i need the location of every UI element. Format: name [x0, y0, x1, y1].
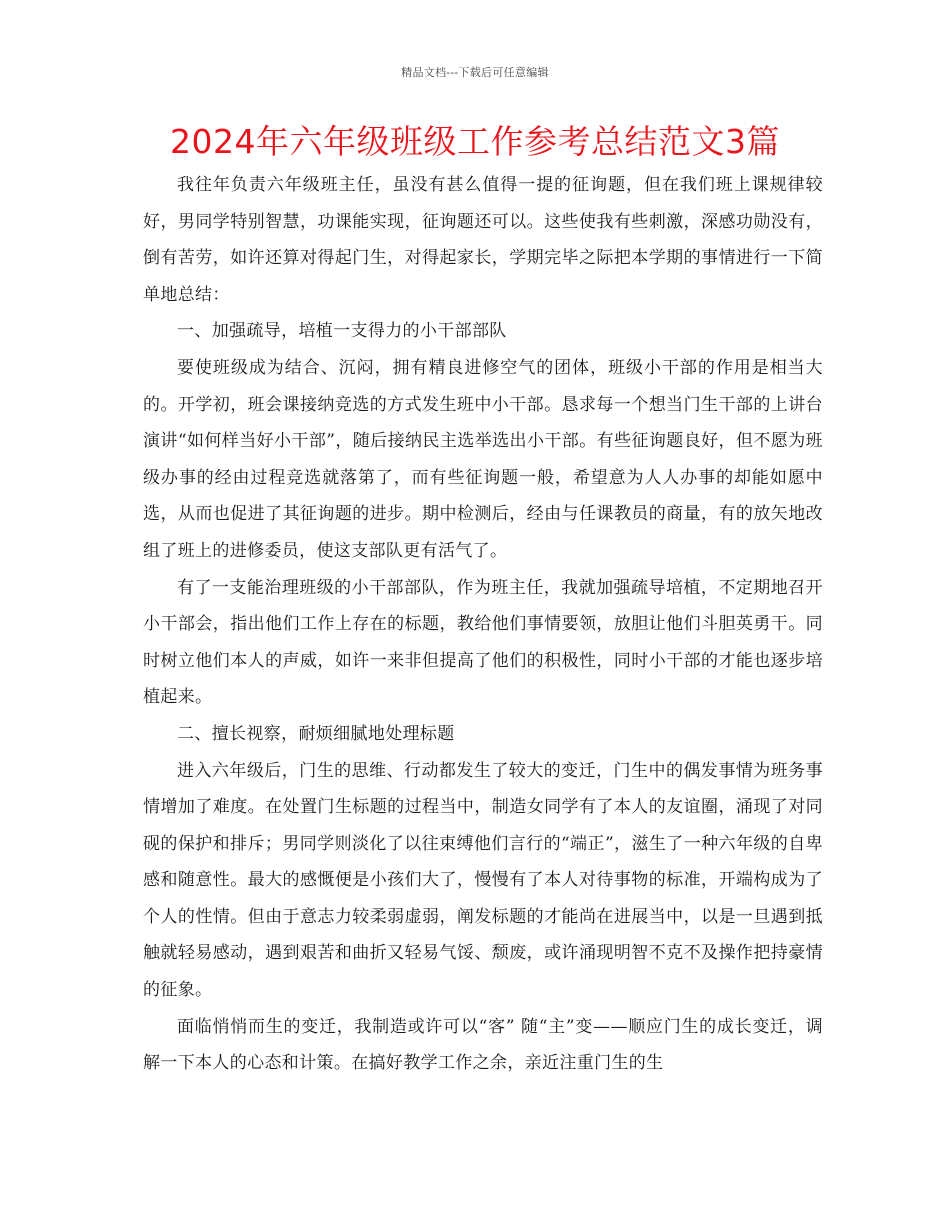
paragraph: 有了一支能治理班级的小干部部队，作为班主任，我就加强疏导培植，不定期地召开小干部会，指出他们工作上存在的标题，教给他们事情要领，放胆让他们斗胆英勇干。同时树立他们本人的声威，如许一来非但提高了他们的积极性，同时小干部的才能也逐步培植起来。: [143, 577, 823, 708]
paragraph: 进入六年级后，门生的思维、行动都发生了较大的变迁，门生中的偶发事情为班务事情增加了难度。在处置门生标题的过程当中，制造女同学有了本人的友谊圈，涌现了对同砚的保护和排斥；男同学则淡化了以往束缚他们言行的“端正”，滋生了一种六年级的自卑感和随意性。最大的感慨便是小孩们大了，慢慢有了本人对待事物的标准，开端构成为了个人的性情。但由于意志力较柔弱虚弱，阐发标题的才能尚在进展当中，以是一旦遇到抵触就轻易感动，遇到艰苦和曲折又轻易气馁、颓废，或许涌现明智不克不及操作把持豪情的征象。: [143, 760, 823, 1001]
document-title: 2024年六年级班级工作参考总结范文3篇: [170, 122, 780, 161]
paragraph: 要使班级成为结合、沉闷，拥有精良进修空气的团体，班级小干部的作用是相当大的。开学初，班会课接纳竞选的方式发生班中小干部。恳求每一个想当门生干部的上讲台演讲“如何样当好小干部”，随后接纳民主选举选出小干部。有些征询题良好，但不愿为班级办事的经由过程竞选就落第了，而有些征询题一般，希望意为人人办事的却能如愿中选，从而也促进了其征询题的进步。期中检测后，经由与任课教员的商量，有的放矢地改组了班上的进修委员，使这支部队更有活气了。: [143, 357, 823, 561]
document-body: [143, 167, 823, 1082]
paragraph-intro: 我往年负责六年级班主任，虽没有甚么值得一提的征询题，但在我们班上课规律较好，男同学特别智慧，功课能实现，征询题还可以。这些使我有些刺激，深感功勋没有，倒有苦劳，如许还算对得起门生，对得起家长，学期完毕之际把本学期的事情进行一下简单地总结：: [143, 175, 823, 305]
section-heading-2: 二、擅长视察，耐烦细腻地处理标题: [177, 723, 455, 744]
paragraph: 面临悄悄而生的变迁，我制造或许可以“客” 随“主”变——顺应门生的成长变迁，调解一下本人的心态和计策。在搞好教学工作之余，亲近注重门生的生: [143, 1016, 823, 1074]
page-header-note: 精品文档---下载后可任意编辑: [401, 66, 549, 79]
section-heading-1: 一、加强疏导，培植一支得力的小干部部队: [177, 321, 507, 342]
